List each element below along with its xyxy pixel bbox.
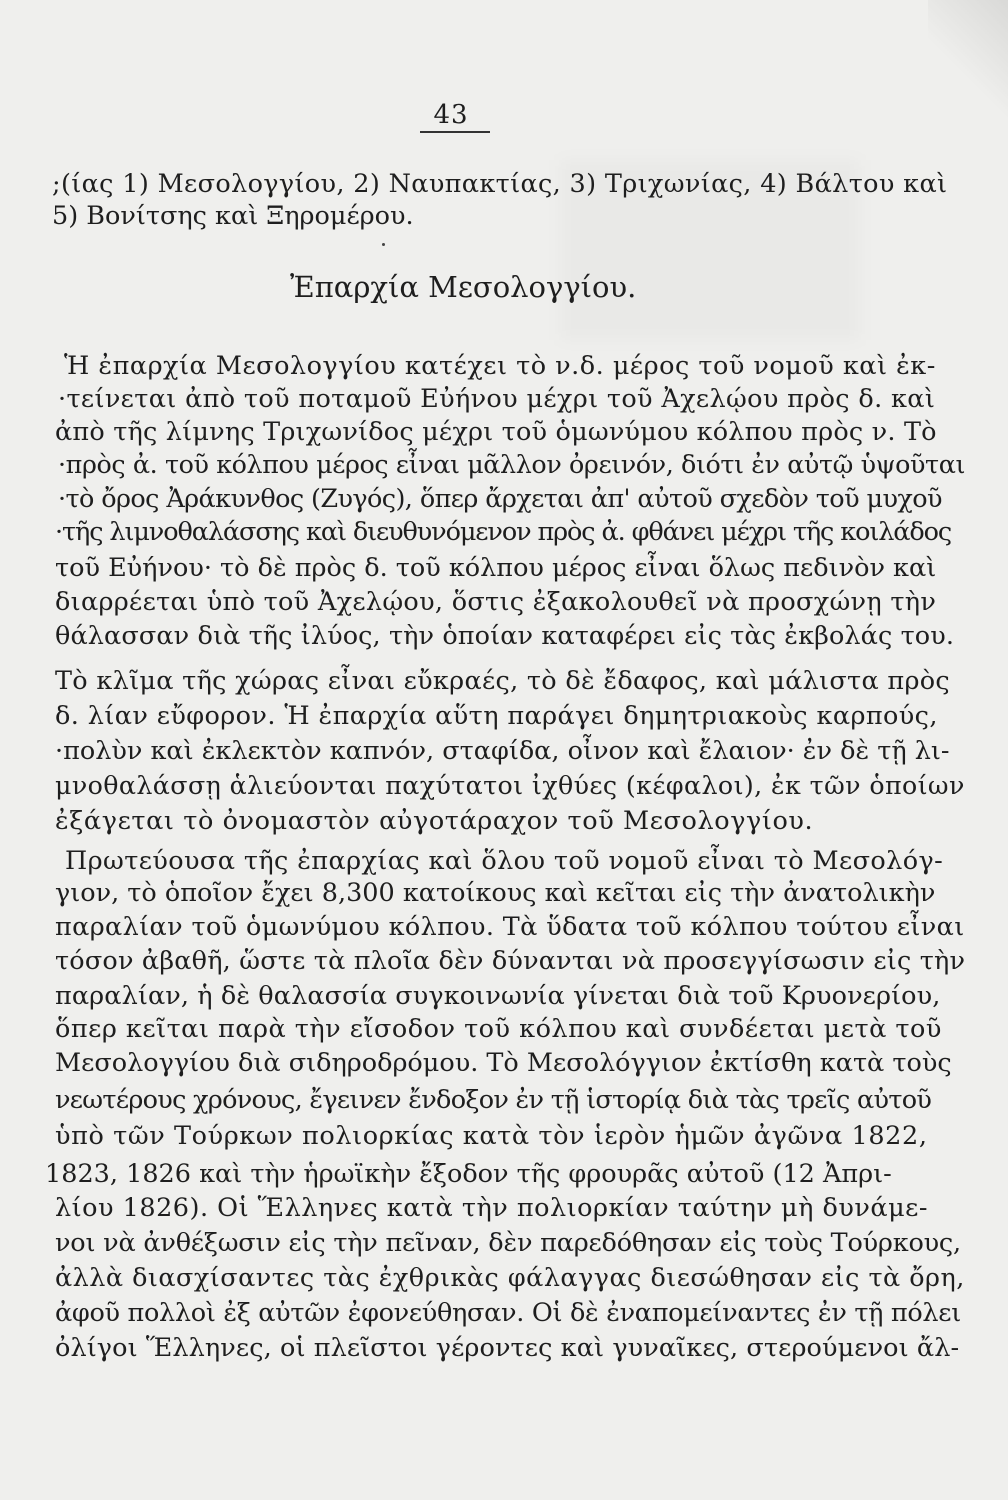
section-title: Ἐπαρχία Μεσολογγίου. bbox=[290, 270, 637, 304]
text-line: ὀλίγοι Ἕλληνες, οἱ πλεῖστοι γέροντες καὶ γυναῖκες, στερούμενοι ἄλ- bbox=[55, 1333, 960, 1363]
text-line: μνοθαλάσσῃ ἁλιεύονται παχύτατοι ἰχθύες (κέφαλοι), ἐκ τῶν ὁποίων bbox=[55, 771, 965, 801]
text-line: ἀπὸ τῆς λίμνης Τριχωνίδος μέχρι τοῦ ὁμωνύμου κόλπου πρὸς ν. Τὸ bbox=[55, 417, 937, 447]
ink-speck bbox=[382, 243, 385, 246]
text-line: Μεσολογγίου διὰ σιδηροδρόμου. Τὸ Μεσολόγγιον ἐκτίσθη κατὰ τοὺς bbox=[55, 1048, 952, 1078]
text-line: ἐξάγεται τὸ ὀνομαστὸν αὐγοτάραχον τοῦ Μεσολογγίου. bbox=[55, 806, 814, 836]
page-number-rule bbox=[420, 131, 490, 133]
page-corner-shadow bbox=[928, 0, 1008, 120]
text-line: τοῦ Εὐήνου· τὸ δὲ πρὸς δ. τοῦ κόλπου μέρος εἶναι ὅλως πεδινὸν καὶ bbox=[55, 553, 937, 583]
text-line: παραλίαν τοῦ ὁμωνύμου κόλπου. Τὰ ὕδατα τοῦ κόλπου τούτου εἶναι bbox=[55, 912, 965, 942]
text-line: Πρωτεύουσα τῆς ἐπαρχίας καὶ ὅλου τοῦ νομοῦ εἶναι τὸ Μεσολόγ- bbox=[65, 846, 944, 876]
text-line: ·τείνεται ἀπὸ τοῦ ποταμοῦ Εὐήνου μέχρι τοῦ Ἀχελῴου πρὸς δ. καὶ bbox=[58, 384, 936, 414]
text-line: γιον, τὸ ὁποῖον ἔχει 8,300 κατοίκους καὶ κεῖται εἰς τὴν ἀνατολικὴν bbox=[55, 878, 936, 908]
text-line: λίου 1826). Οἱ Ἕλληνες κατὰ τὴν πολιορκίαν ταύτην μὴ δυνάμε- bbox=[55, 1193, 928, 1223]
text-line: τόσον ἀβαθῆ, ὥστε τὰ πλοῖα δὲν δύνανται νὰ προσεγγίσωσιν εἰς τὴν bbox=[55, 946, 966, 976]
text-line: ;(ίας 1) Μεσολογγίου, 2) Ναυπακτίας, 3) Τριχωνίας, 4) Βάλτου καὶ bbox=[52, 169, 948, 199]
text-line: θάλασσαν διὰ τῆς ἰλύος, τὴν ὁποίαν καταφέρει εἰς τὰς ἐκβολάς του. bbox=[55, 621, 955, 651]
text-line: παραλίαν, ἡ δὲ θαλασσία συγκοινωνία γίνεται διὰ τοῦ Κρυονερίου, bbox=[55, 981, 941, 1011]
text-line: ὑπὸ τῶν Τούρκων πολιορκίας κατὰ τὸν ἱερὸν ἡμῶν ἀγῶνα 1822, bbox=[55, 1121, 928, 1151]
text-line: ·τῆς λιμνοθαλάσσης καὶ διευθυνόμενον πρὸς ἀ. φθάνει μέχρι τῆς κοιλάδος bbox=[55, 517, 952, 547]
page-number: 43 bbox=[433, 100, 469, 130]
text-line: ·πολὺν καὶ ἐκλεκτὸν καπνόν, σταφίδα, οἶνον καὶ ἔλαιον· ἐν δὲ τῇ λι- bbox=[55, 736, 950, 766]
text-line: διαρρέεται ὑπὸ τοῦ Ἀχελῴου, ὅστις ἐξακολουθεῖ νὰ προσχώνῃ τὴν bbox=[55, 587, 937, 617]
text-line: νεωτέρους χρόνους, ἔγεινεν ἔνδοξον ἐν τῇ ἱστορίᾳ διὰ τὰς τρεῖς αὐτοῦ bbox=[55, 1085, 932, 1115]
text-line: ἀλλὰ διασχίσαντες τὰς ἐχθρικὰς φάλαγγας διεσώθησαν εἰς τὰ ὄρη, bbox=[55, 1263, 965, 1293]
text-line: δ. λίαν εὔφορον. Ἡ ἐπαρχία αὕτη παράγει δημητριακοὺς καρπούς, bbox=[55, 701, 938, 731]
text-line: ὅπερ κεῖται παρὰ τὴν εἴσοδον τοῦ κόλπου καὶ συνδέεται μετὰ τοῦ bbox=[55, 1014, 942, 1044]
text-line: ·πρὸς ἀ. τοῦ κόλπου μέρος εἶναι μᾶλλον ὀρεινόν, διότι ἐν αὐτῷ ὑψοῦται bbox=[58, 450, 966, 480]
text-line: 1823, 1826 καὶ τὴν ἡρωϊκὴν ἔξοδον τῆς φρουρᾶς αὐτοῦ (12 Ἀπρι- bbox=[45, 1159, 892, 1189]
text-line: νοι νὰ ἀνθέξωσιν εἰς τὴν πεῖναν, δὲν παρεδόθησαν εἰς τοὺς Τούρκους, bbox=[55, 1228, 961, 1258]
text-line: ἀφοῦ πολλοὶ ἐξ αὐτῶν ἐφονεύθησαν. Οἱ δὲ ἐναπομείναντες ἐν τῇ πόλει bbox=[55, 1298, 961, 1328]
text-line: Τὸ κλῖμα τῆς χώρας εἶναι εὔκραές, τὸ δὲ ἔδαφος, καὶ μάλιστα πρὸς bbox=[55, 666, 950, 696]
text-line: 5) Βονίτσης καὶ Ξηρομέρου. bbox=[52, 201, 414, 231]
text-line: Ἡ ἐπαρχία Μεσολογγίου κατέχει τὸ ν.δ. μέρος τοῦ νομοῦ καὶ ἐκ- bbox=[64, 351, 936, 381]
text-line: ·τὸ ὄρος Ἀράκυνθος (Ζυγός), ὅπερ ἄρχεται ἀπ' αὐτοῦ σχεδὸν τοῦ μυχοῦ bbox=[58, 484, 942, 514]
